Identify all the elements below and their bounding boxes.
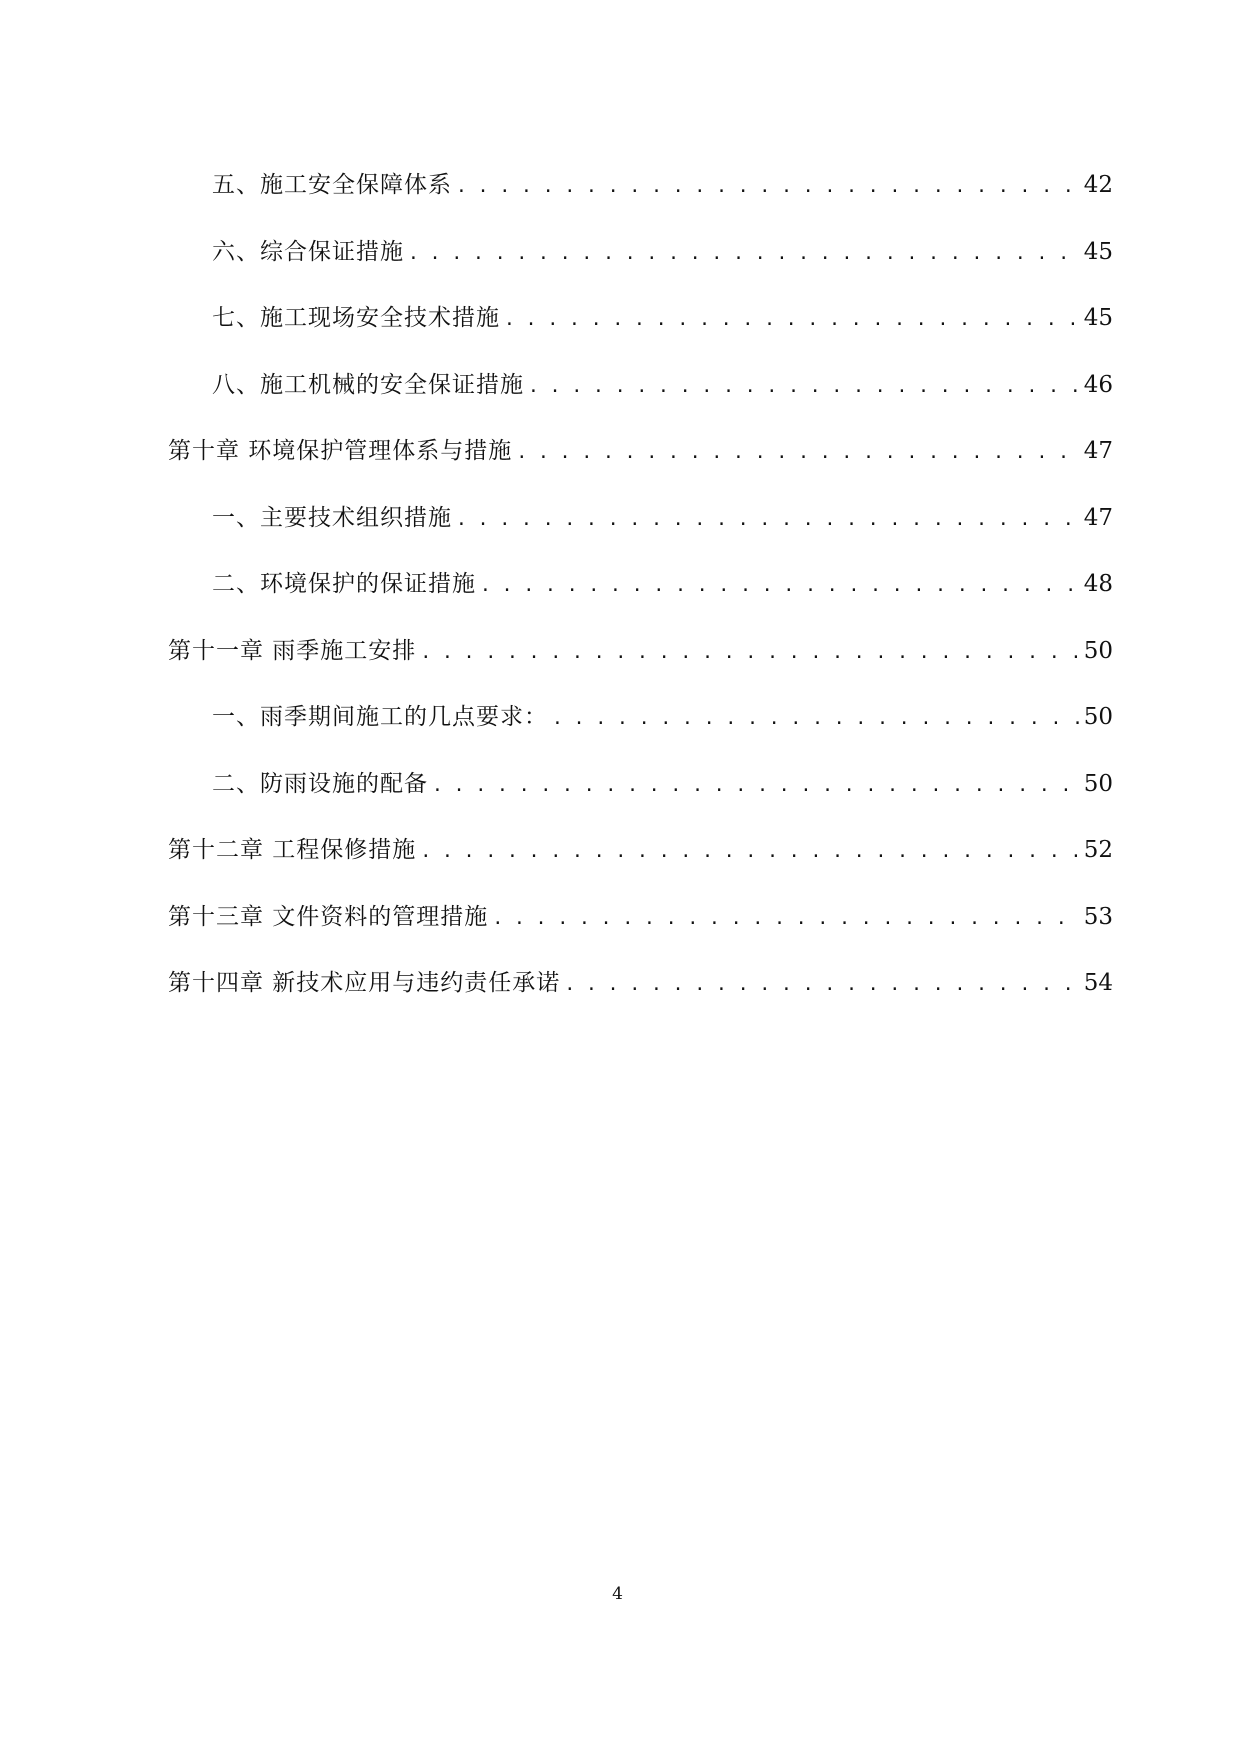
- toc-entry-page: 45: [1083, 238, 1113, 265]
- toc-chapter-entry[interactable]: [168, 830, 1113, 897]
- toc-dot-leader: [420, 832, 1079, 872]
- page-number: 4: [612, 1584, 623, 1604]
- toc-chapter-entry[interactable]: [168, 963, 1113, 1030]
- toc-entry[interactable]: [168, 764, 1113, 831]
- toc-entry-title: 第十二章 工程保修措施: [168, 837, 417, 863]
- toc-entry-page: 50: [1083, 637, 1113, 664]
- toc-entry-page: 50: [1083, 704, 1113, 730]
- toc-chapter-entry[interactable]: [168, 897, 1113, 964]
- toc-dot-leader: [432, 766, 1080, 806]
- toc-dot-leader: [492, 899, 1079, 939]
- toc-entry-page: 45: [1083, 305, 1113, 331]
- toc-dot-leader: [420, 633, 1079, 673]
- toc-entry-title: 第十三章 文件资料的管理措施: [168, 903, 489, 930]
- toc-entry-title: 二、环境保护的保证措施: [212, 571, 476, 597]
- toc-dot-leader: [564, 965, 1079, 1005]
- toc-dot-leader: [552, 699, 1080, 739]
- toc-dot-leader: [456, 167, 1080, 207]
- toc-entry[interactable]: [168, 564, 1113, 631]
- toc-entry-title: 八、施工机械的安全保证措施: [212, 371, 524, 398]
- toc-chapter-entry[interactable]: [168, 631, 1113, 698]
- toc-entry-page: 50: [1083, 770, 1113, 797]
- toc-entry-page: 54: [1083, 970, 1113, 996]
- toc-dot-leader: [408, 234, 1080, 274]
- toc-entry-title: 二、防雨设施的配备: [212, 770, 428, 797]
- toc-chapter-entry[interactable]: [168, 431, 1113, 498]
- toc-dot-leader: [516, 433, 1079, 473]
- toc-entry[interactable]: [168, 697, 1113, 764]
- table-of-contents: [168, 165, 1113, 1030]
- toc-entry-title: 第十四章 新技术应用与违约责任承诺: [168, 970, 561, 996]
- toc-entry[interactable]: [168, 298, 1113, 365]
- toc-entry-page: 52: [1083, 837, 1113, 863]
- toc-dot-leader: [480, 566, 1080, 606]
- toc-entry-title: 七、施工现场安全技术措施: [212, 305, 500, 331]
- toc-entry-page: 42: [1083, 172, 1113, 198]
- toc-entry[interactable]: [168, 232, 1113, 299]
- toc-entry-title: 一、主要技术组织措施: [212, 504, 452, 531]
- toc-dot-leader: [456, 500, 1080, 540]
- toc-entry-page: 48: [1083, 571, 1113, 597]
- toc-entry-title: 第十章 环境保护管理体系与措施: [168, 438, 513, 464]
- toc-entry[interactable]: [168, 365, 1113, 432]
- toc-entry[interactable]: [168, 165, 1113, 232]
- toc-entry-page: 46: [1083, 371, 1113, 398]
- toc-entry[interactable]: [168, 498, 1113, 565]
- toc-dot-leader: [528, 367, 1080, 407]
- toc-entry-title: 五、施工安全保障体系: [212, 172, 452, 198]
- toc-dot-leader: [504, 300, 1080, 340]
- toc-entry-title: 一、雨季期间施工的几点要求：: [212, 704, 548, 730]
- toc-entry-title: 第十一章 雨季施工安排: [168, 637, 417, 664]
- toc-entry-page: 47: [1083, 438, 1113, 464]
- toc-entry-title: 六、综合保证措施: [212, 238, 404, 265]
- toc-entry-page: 53: [1083, 903, 1113, 930]
- toc-entry-page: 47: [1083, 504, 1113, 531]
